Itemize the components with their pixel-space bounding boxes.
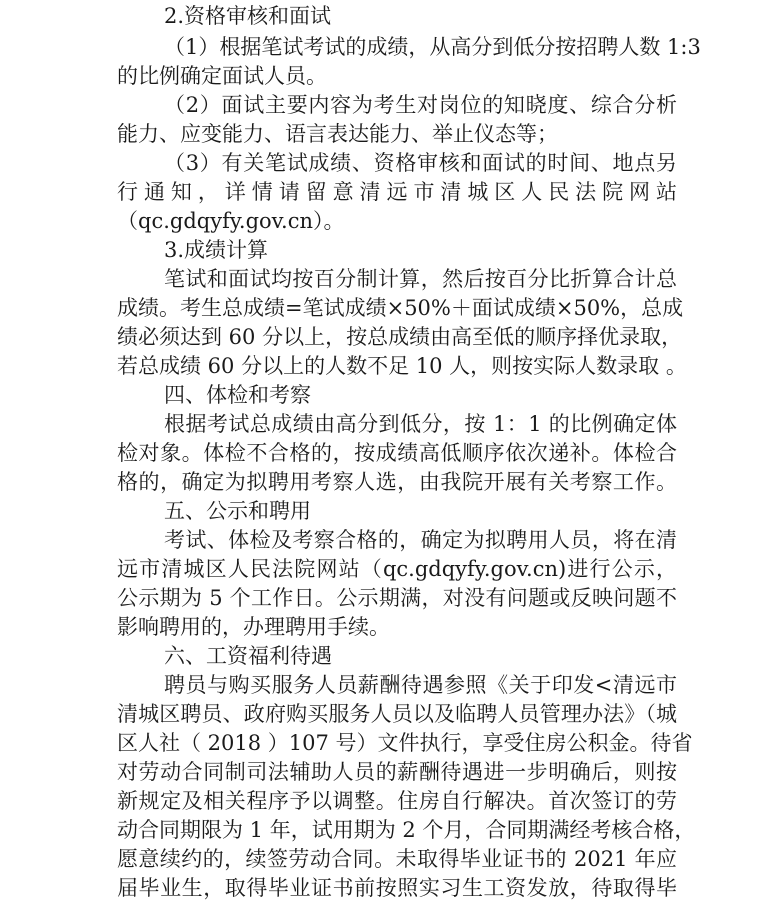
paragraph-line: 检对象。体检不合格的，按成绩高低顺序依次递补。体检合 — [117, 441, 677, 465]
paragraph-line: 公示期为 5 个工作日。公示期满，对没有问题或反映问题不 — [117, 586, 677, 610]
paragraph-line: 成绩。考生总成绩=笔试成绩×50%＋面试成绩×50%，总成 — [117, 296, 684, 320]
paragraph-line: （2）面试主要内容为考生对岗位的知晓度、综合分析 — [164, 93, 677, 117]
paragraph-line: 根据考试总成绩由高分到低分，按 1：1 的比例确定体 — [164, 412, 677, 436]
paragraph-line: （3）有关笔试成绩、资格审核和面试的时间、地点另 — [164, 151, 677, 175]
heading-qualification-interview: 2.资格审核和面试 — [164, 4, 332, 28]
heading-physical-exam: 四、体检和考察 — [164, 383, 311, 407]
paragraph-line: 行通知，详情请留意清远市清城区人民法院网站 — [117, 180, 677, 204]
paragraph-line: 区人社（ 2018 ）107 号）文件执行，享受住房公积金。待省 — [117, 731, 693, 755]
paragraph-line: 绩必须达到 60 分以上，按总成绩由高至低的顺序择优录取， — [117, 325, 683, 349]
heading-score-calculation: 3.成绩计算 — [164, 238, 269, 262]
paragraph-line: 能力、应变能力、语言表达能力、举止仪态等； — [117, 122, 558, 146]
paragraph-line: 格的，确定为拟聘用考察人选，由我院开展有关考察工作。 — [117, 470, 677, 494]
paragraph-line: （1）根据笔试考试的成绩，从高分到低分按招聘人数 1:3 — [164, 35, 701, 59]
heading-salary-welfare: 六、工资福利待遇 — [164, 644, 332, 668]
paragraph-line: （qc.gdqyfy.gov.cn）。 — [117, 209, 345, 233]
paragraph-line: 对劳动合同制司法辅助人员的薪酬待遇进一步明确后，则按 — [117, 760, 677, 784]
heading-publicity-hiring: 五、公示和聘用 — [164, 499, 311, 523]
paragraph-line: 考试、体检及考察合格的，确定为拟聘用人员，将在清 — [164, 528, 677, 552]
paragraph-line: 清城区聘员、政府购买服务人员以及临聘人员管理办法》（城 — [117, 702, 677, 726]
paragraph-line: 聘员与购买服务人员薪酬待遇参照《关于印发<清远市 — [164, 673, 677, 697]
paragraph-line: 动合同期限为 1 年，试用期为 2 个月，合同期满经考核合格， — [117, 818, 696, 842]
paragraph-line: 的比例确定面试人员。 — [117, 64, 327, 88]
paragraph-line: 影响聘用的，办理聘用手续。 — [117, 615, 390, 639]
paragraph-line: 远市清城区人民法院网站（qc.gdqyfy.gov.cn)进行公示， — [117, 557, 677, 581]
paragraph-line: 笔试和面试均按百分制计算，然后按百分比折算合计总 — [164, 267, 677, 291]
paragraph-line: 届毕业生，取得毕业证书前按照实习生工资发放，待取得毕 — [117, 876, 677, 900]
paragraph-line: 若总成绩 60 分以上的人数不足 10 人，则按实际人数录取 。 — [117, 354, 687, 378]
paragraph-line: 愿意续约的，续签劳动合同。未取得毕业证书的 2021 年应 — [117, 847, 677, 871]
paragraph-line: 新规定及相关程序予以调整。住房自行解决。首次签订的劳 — [117, 789, 677, 813]
